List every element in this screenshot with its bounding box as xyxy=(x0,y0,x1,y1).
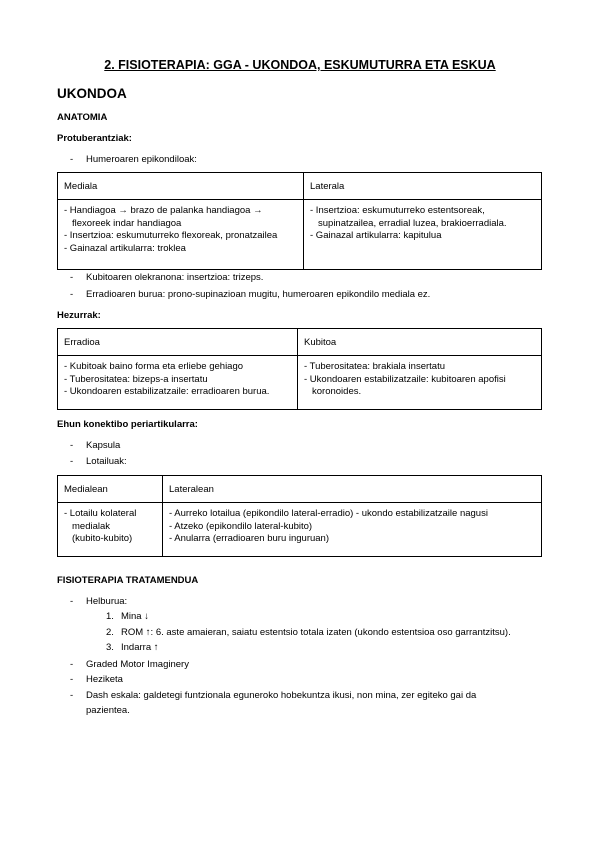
bullet-olekranona: Kubitoaren olekranona: insertzioa: trizeps. xyxy=(86,272,264,283)
table-cell-line: - Insertzioa: eskumuturreko estentsoreak, xyxy=(310,205,485,216)
table-header-kubitoa: Kubitoa xyxy=(298,329,542,356)
bullet-dash: - xyxy=(70,289,74,300)
bullet-graded-motor: Graded Motor Imaginery xyxy=(86,659,189,670)
ehun-heading: Ehun konektibo periartikularra: xyxy=(57,419,198,430)
tratamendua-heading: FISIOTERAPIA TRATAMENDUA xyxy=(57,575,199,586)
bullet-dash-eskala: Dash eskala: galdetegi funtzionala eguneroko hobekuntza ikusi, non mina, zer egiteko gai da xyxy=(86,690,477,701)
lotailuak-table xyxy=(57,475,542,557)
bullet-kapsula: Kapsula xyxy=(86,440,121,451)
numbered-index: 1. xyxy=(106,611,114,622)
table-cell-line: - Lotailu kolateral xyxy=(64,508,137,519)
bullet-dash: - xyxy=(70,674,74,685)
table-cell-line: (kubito-kubito) xyxy=(72,533,133,544)
bullet-helburua: Helburua: xyxy=(86,596,128,607)
epikondilo-table xyxy=(57,172,542,270)
table-cell-line: - Anularra (erradioaren buru inguruan) xyxy=(169,533,330,544)
document-title: 2. FISIOTERAPIA: GGA - UKONDOA, ESKUMUTURRA ETA ESKUA xyxy=(104,58,496,72)
table-cell-line: - Tuberositatea: bizeps-a insertatu xyxy=(64,373,208,385)
table-cell-line: - Ukondoaren estabilizatzaile: kubitoaren apofisi xyxy=(304,373,506,385)
table-cell-line: - Insertzioa: eskumuturreko flexoreak, pronatzailea xyxy=(64,230,278,241)
bullet-dash: - xyxy=(70,456,74,467)
table-cell-line: - Handiagoa → brazo de palanka handiagoa → xyxy=(64,205,263,216)
anatomia-heading: ANATOMIA xyxy=(57,112,108,123)
bullet-lotailuak: Lotailuak: xyxy=(86,456,127,467)
table-cell-line: - Gainazal artikularra: troklea xyxy=(64,242,186,254)
hezurrak-table xyxy=(57,328,542,410)
numbered-item-rom: ROM ↑: 6. aste amaieran, saiatu estentsio totala izaten (ukondo estentsioa oso garrantzitsu). xyxy=(121,627,511,638)
table-header-erradioa: Erradioa xyxy=(58,329,298,356)
table-cell-line: - Gainazal artikularra: kapitulua xyxy=(310,230,442,241)
bullet-epikondiloak: Humeroaren epikondiloak: xyxy=(86,154,197,165)
table-cell-line: - Atzeko (epikondilo lateral-kubito) xyxy=(169,520,313,532)
table-cell-line: supinatzailea, erradial luzea, brakioerradiala. xyxy=(318,217,507,229)
bullet-dash: - xyxy=(70,659,74,670)
table-cell-line: medialak xyxy=(72,520,111,532)
table-cell-line: flexoreek indar handiagoa xyxy=(72,217,182,229)
bullet-dash: - xyxy=(70,272,74,283)
numbered-item-indarra: Indarra ↑ xyxy=(121,642,159,653)
bullet-dash-eskala-cont: pazientea. xyxy=(86,705,130,716)
hezurrak-heading: Hezurrak: xyxy=(57,310,101,321)
protuberantziak-heading: Protuberantziak: xyxy=(57,133,132,144)
table-cell-line: - Aurreko lotailua (epikondilo lateral-erradio) - ukondo estabilizatzaile nagusi xyxy=(169,508,488,519)
table-cell-line: - Tuberositatea: brakiala insertatu xyxy=(304,361,445,372)
section-title: UKONDOA xyxy=(57,86,127,101)
numbered-index: 2. xyxy=(106,627,114,638)
bullet-dash: - xyxy=(70,690,74,701)
table-cell-line: - Ukondoaren estabilizatzaile: erradioaren burua. xyxy=(64,386,270,397)
bullet-dash: - xyxy=(70,440,74,451)
table-header-lateralean: Lateralean xyxy=(163,476,542,503)
table-cell-line: koronoides. xyxy=(312,386,362,397)
bullet-heziketa: Heziketa xyxy=(86,674,123,685)
table-header-medialean: Medialean xyxy=(58,476,163,503)
bullet-erradio-burua: Erradioaren burua: prono-supinazioan mugitu, humeroaren epikondilo mediala ez. xyxy=(86,289,431,300)
table-header-laterala: Laterala xyxy=(304,173,542,200)
bullet-dash: - xyxy=(70,154,74,165)
bullet-dash: - xyxy=(70,596,74,607)
numbered-item-mina: Mina ↓ xyxy=(121,611,149,622)
table-header-mediala: Mediala xyxy=(58,173,304,200)
numbered-index: 3. xyxy=(106,642,114,653)
table-cell-line: - Kubitoak baino forma eta erliebe gehiago xyxy=(64,361,244,372)
